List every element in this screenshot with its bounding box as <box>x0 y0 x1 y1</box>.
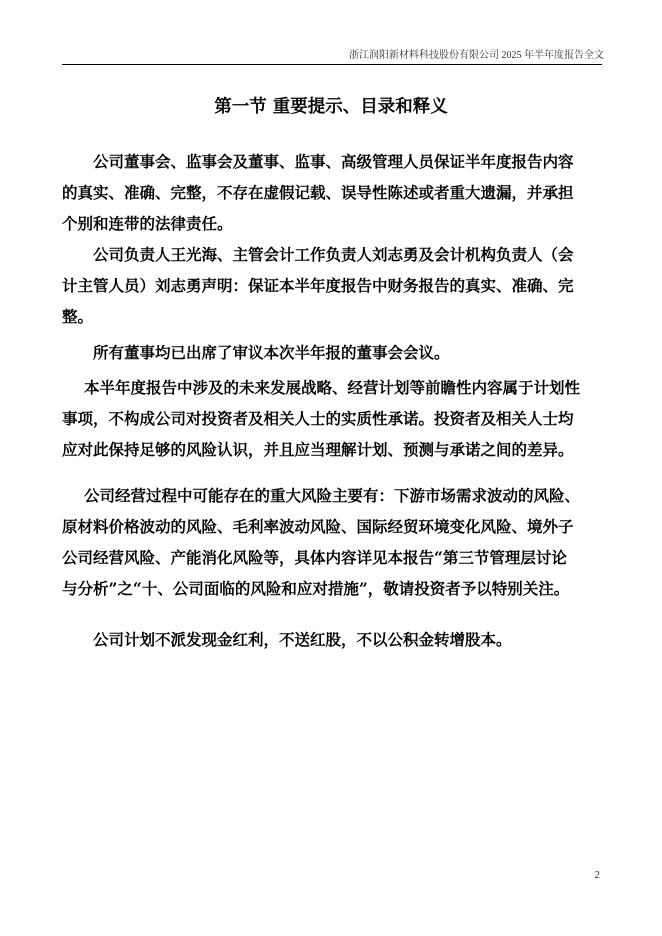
paragraph-directors-attendance <box>62 337 602 368</box>
page-number: 2 <box>594 869 600 881</box>
paragraph-line: 与分析”之“十、公司面临的风险和应对措施”，敬请投资者予以特别关注。 <box>62 579 570 598</box>
paragraph-line: 原材料价格波动的风险、毛利率波动风险、国际经贸环境变化风险、境外子 <box>62 517 574 536</box>
paragraph-line: 本半年度报告中涉及的未来发展战略、经营计划等前瞻性内容属于计划性 <box>84 378 581 397</box>
paragraph-line: 公司经营过程中可能存在的重大风险主要有：下游市场需求波动的风险、 <box>84 486 581 505</box>
header-divider <box>62 64 602 65</box>
paragraph-line: 事项，不构成公司对投资者及相关人士的实质性承诺。投资者及相关人士均 <box>62 409 574 428</box>
paragraph-line: 公司经营风险、产能消化风险等，具体内容详见本报告“第三节管理层讨论 <box>62 548 567 567</box>
paragraph-line: 所有董事均已出席了审议本次半年报的董事会会议。 <box>93 343 450 362</box>
paragraph-line: 计主管人员）刘志勇声明：保证本半年度报告中财务报告的真实、准确、完 <box>62 276 574 295</box>
paragraph-major-risks <box>62 480 602 604</box>
paragraph-profit-distribution-plan <box>62 624 602 655</box>
section-title: 第一节 重要提示、目录和释义 <box>214 97 448 117</box>
paragraph-line: 应对此保持足够的风险认识，并且应当理解计划、预测与承诺之间的差异。 <box>62 440 574 459</box>
paragraph-line: 公司计划不派发现金红利，不送红股，不以公积金转增股本。 <box>93 630 512 649</box>
paragraph-line: 整。 <box>62 307 94 326</box>
paragraph-line: 公司负责人王光海、主管会计工作负责人刘志勇及会计机构负责人（会 <box>93 245 574 264</box>
paragraph-line: 个别和连带的法律责任。 <box>62 214 233 233</box>
paragraph-responsible-persons-statement <box>62 239 602 332</box>
document-header-title: 浙江润阳新材料科技股份有限公司 2025 年半年度报告全文 <box>349 50 604 61</box>
paragraph-line: 的真实、准确、完整，不存在虚假记载、误导性陈述或者重大遗漏，并承担 <box>62 183 574 202</box>
paragraph-line: 公司董事会、监事会及董事、监事、高级管理人员保证半年度报告内容 <box>93 152 574 171</box>
paragraph-forward-looking-statements <box>62 372 602 465</box>
paragraph-board-guarantee <box>62 146 602 239</box>
